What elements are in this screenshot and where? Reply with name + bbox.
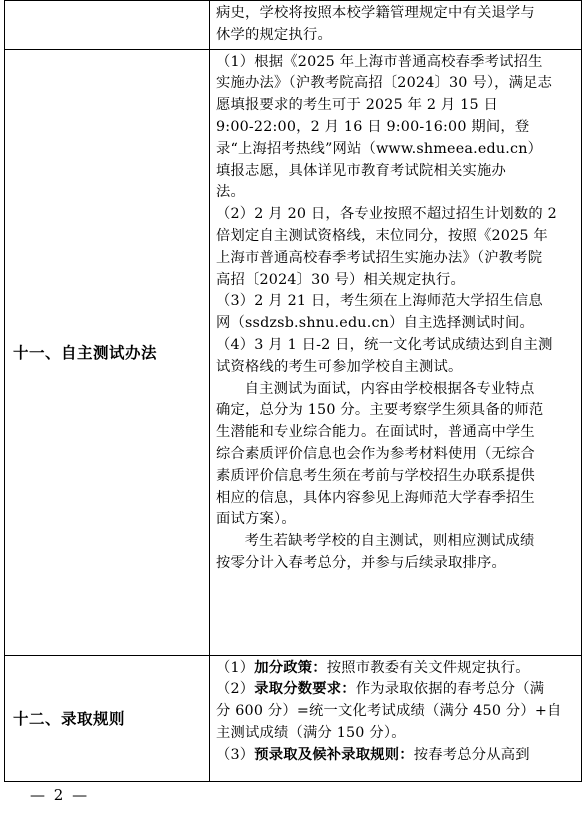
text-line: 考生若缺考学校的自主测试，则相应测试成绩 [244,533,535,550]
text-line: 上海市普通高校春季考试招生实施办法》（沪教考院 [216,249,543,266]
text-line: 病史，学校将按照本校学籍管理规定中有关退学与 [216,5,535,21]
text-line: 分 600 分）=统一文化考试成绩（满分 450 分）+自 [216,703,562,720]
paragraph-5 [216,379,577,532]
text-line: 试资格线的考生可参加学校自主测试。 [216,358,463,375]
item-keyword: 预录取及候补录取规则： [254,746,414,763]
table-row [5,1,582,50]
text-line: 填报志愿，具体详见市教育考试院相关实施办 [216,162,506,179]
row-content-admission [210,655,582,781]
text-line: 倍划定自主测试资格线，末位同分，按照《2025 年 [216,227,548,244]
item-text: 作为录取依据的春考总分（满 [355,681,545,698]
text-line: 自主测试为面试，内容由学校根据各专业特点 [244,380,535,397]
item-text: 按春考总分从高到 [413,746,530,763]
page-number: — 2 — [30,786,90,804]
item-keyword: 录取分数要求： [254,681,356,698]
paragraph-2 [216,204,577,291]
text-line: （3）2 月 21 日，考生须在上海师范大学招生信息 [216,293,543,310]
text-line: 综合素质评价信息也会作为参考材料使用（无综合 [216,445,535,462]
paragraph-4 [216,335,577,379]
admission-rules-table [4,0,582,782]
text-line: 主测试成绩（满分 150 分）。 [216,724,406,741]
rule-item-3 [216,745,577,767]
rule-item-1 [216,658,577,680]
text-line: （1）根据《2025 年上海市普通高校春季考试招生 [216,53,543,70]
item-number: （2） [216,681,255,698]
text-line: 录“上海招考热线”网站（www.shmeea.edu.cn） [216,140,543,157]
row-label-admission: 十二、录取规则 [5,655,210,781]
table-row [5,49,582,655]
text-line: 网（ssdzsb.shnu.edu.cn）自主选择测试时间。 [216,315,535,332]
text-line: 按零分计入春考总分，并参与后续录取排序。 [216,554,506,571]
text-line: （4）3 月 1 日-2 日，统一文化考试成绩达到自主测 [216,336,553,353]
text-line: 实施办法》（沪教考院高招〔2024〕30 号），满足志 [216,75,553,92]
text-line: 法。 [216,184,245,201]
item-text: 按照市教委有关文件规定执行。 [326,659,530,676]
text-line: 相应的信息，具体内容参见上海师范大学春季招生 [216,489,535,506]
item-number: （3） [216,746,255,763]
paragraph-1 [216,52,577,205]
item-keyword: 加分政策： [254,659,327,676]
text-line: （2）2 月 20 日，各专业按照不超过招生计划数的 2 [216,206,557,223]
item-number: （1） [216,659,255,676]
text-line: 生潜能和专业综合能力。在面试时，普通高中学生 [216,424,535,441]
row-content-self-test [210,49,582,655]
paragraph-3 [216,291,577,335]
rule-item-2 [216,679,577,744]
text-line: 9:00-22:00，2 月 16 日 9:00-16:00 期间，登 [216,118,530,135]
text-line: 面试方案）。 [216,511,296,528]
text-line: 休学的规定执行。 [216,26,332,43]
row-label-empty [5,1,210,50]
text-line: 确定，总分为 150 分。主要考察学生须具备的师范 [216,402,544,419]
text-line: 高招〔2024〕30 号）相关规定执行。 [216,271,465,288]
text-line: 素质评价信息考生须在考前与学校招生办联系提供 [216,467,535,484]
table-row [5,655,582,781]
text-line: 愿填报要求的考生可于 2025 年 2 月 15 日 [216,97,498,114]
row-content [210,1,582,50]
row-label-self-test: 十一、自主测试办法 [5,49,210,655]
paragraph-6 [216,531,577,575]
